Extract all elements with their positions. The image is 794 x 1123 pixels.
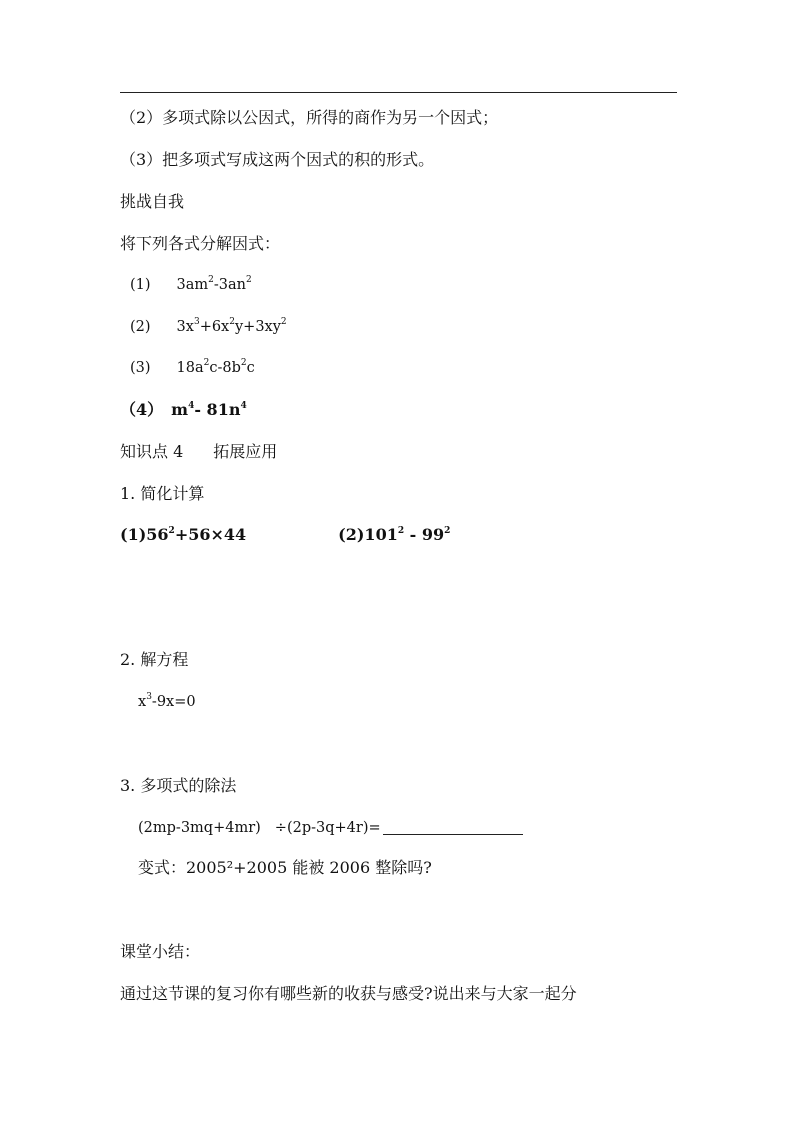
challenge-heading: 挑战自我 — [120, 192, 185, 211]
knowledge-title: 拓展应用 — [213, 442, 278, 461]
exercise-number: (2) — [130, 319, 151, 335]
exercise-number: (1) — [130, 277, 151, 293]
summary-heading: 课堂小结： — [120, 942, 201, 961]
exercise-2: (2) $3x^3+6x^2y+3xy^2$ — [130, 317, 287, 335]
summary-text: 通过这节课的复习你有哪些新的收获与感受?说出来与大家一起分 — [120, 984, 577, 1003]
exercise-1: (1) $3am^2-3an^2$ — [130, 275, 252, 293]
equation: $x^3-9x=0$ — [138, 692, 196, 710]
challenge-instruction: 将下列各式分解因式： — [120, 234, 281, 253]
equation-heading: 2. 解方程 — [120, 650, 189, 669]
division-variant: 变式：2005²+2005 能被 2006 整除吗? — [138, 858, 432, 877]
simplify-heading: 1. 简化计算 — [120, 484, 205, 503]
knowledge-label: 知识点 4 — [120, 442, 184, 461]
header-rule — [120, 92, 677, 93]
division-expression: (2mp-3mq+4mr) ÷(2p-3q+4r)= — [138, 818, 523, 838]
answer-blank — [383, 820, 523, 835]
step-3: （3）把多项式写成这两个因式的积的形式。 — [120, 150, 435, 169]
knowledge-point — [120, 442, 277, 462]
exercise-3: (3) $18a^2c-8b^2c$ — [130, 358, 255, 376]
division-heading: 3. 多项式的除法 — [120, 776, 237, 795]
simplify-q2: $(2)101^2 - 99^2$ — [338, 525, 451, 544]
simplify-questions — [120, 525, 450, 545]
exercise-4: （4） $m^4-$ $81n^4$ — [120, 400, 247, 419]
simplify-q1: $(1)56^2+56\times 44$ — [120, 525, 247, 544]
step-2: （2）多项式除以公因式，所得的商作为另一个因式； — [120, 108, 499, 127]
exercise-number: (3) — [130, 360, 151, 376]
exercise-number: （4） — [120, 400, 164, 419]
